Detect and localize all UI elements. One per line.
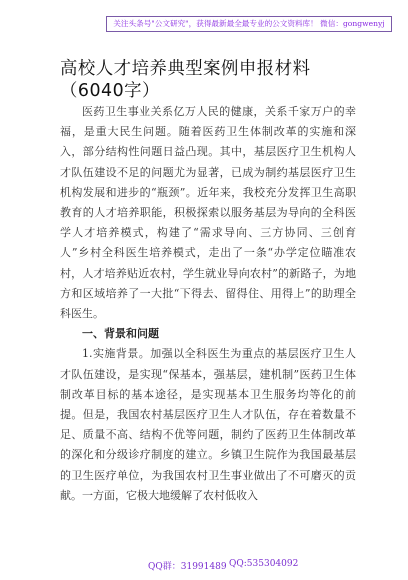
footer-qq-contact: QQ:535304092	[229, 559, 299, 569]
header-banner: 关注头条号"公文研究"，获得最新最全最专业的公文资料库！ 微信：gongwenyj	[106, 16, 392, 32]
intro-paragraph: 医药卫生事业关系亿万人民的健康，关系千家万户的幸福，是重大民生问题。随着医药卫生体制改革的实施和深入，部分结构性问题日益凸现。其中，基层医疗卫生机构人才队伍建设不足的问题尤为显著，已成为制约基层医疗卫生机构发展和进步的“瓶颈”。近年来，我校充分发挥卫生高职教育的人才培养职能，积极探索以服务基层为导向的全科医学人才培养模式，构建了“需求导向、三方协同、三创育人”乡村全科医生培养模式，走出了一条“办学定位瞄准农村，人才培养贴近农村，学生就业导向农村”的新路子，为地方和区域培养了一大批“下得去、留得住、用得上”的助理全科医生。	[60, 105, 356, 321]
footer-qq-group: QQ群：31991489	[148, 562, 227, 572]
background-paragraph: 1.实施背景。加强以全科医生为重点的基层医疗卫生人才队伍建设，是实现“保基本，强基层，建机制”医药卫生体制改革目标的基本途径，是实现基本卫生服务均等化的前提。但是，我国农村基层医疗卫生人才队伍，存在着数量不足、质量不高、结构不优等问题，制约了医药卫生体制改革的深化和分级诊疗制度的建立。乡镇卫生院作为我国最基层的卫生医疗单位，为我国农村卫生事业做出了不可磨灭的贡献。一方面，它极大地缓解了农村低收入	[60, 347, 356, 502]
document-title: 高校人才培养典型案例申报材料（6040字）	[60, 59, 311, 101]
section-heading: 一、背景和问题	[82, 327, 159, 341]
document-body	[60, 102, 356, 506]
page-footer	[0, 559, 408, 573]
